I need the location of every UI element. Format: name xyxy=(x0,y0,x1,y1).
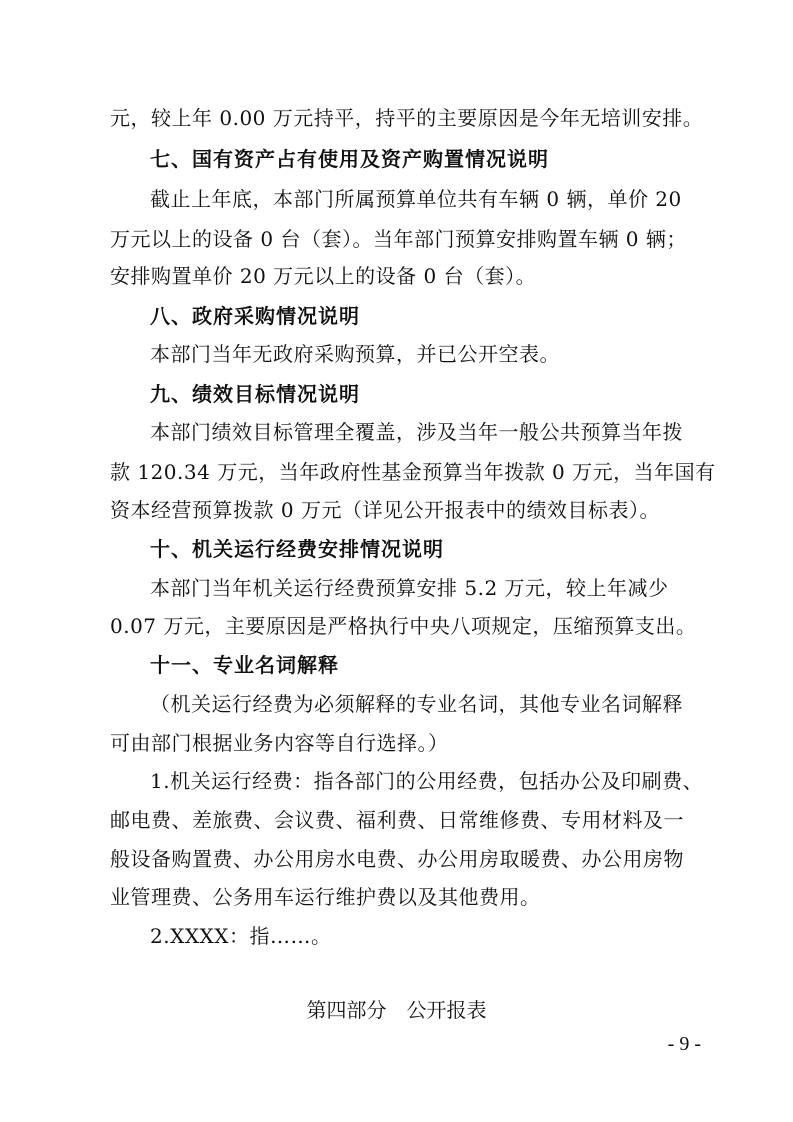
body-text-line: 业管理费、公务用车运行维护费以及其他费用。 xyxy=(110,885,541,909)
body-text-line: 般设备购置费、办公用房水电费、办公用房取暖费、办公用房物 xyxy=(110,847,684,871)
body-text-line: 万元以上的设备 0 台（套）。当年部门预算安排购置车辆 0 辆； xyxy=(110,227,687,251)
body-text-line: 1.机关运行经费：指各部门的公用经费，包括办公及印刷费、 xyxy=(150,769,704,793)
section-heading-assets: 七、国有资产占有使用及资产购置情况说明 xyxy=(150,147,549,171)
body-text-line: 邮电费、差旅费、会议费、福利费、日常维修费、专用材料及一 xyxy=(110,808,684,832)
body-text-line: 本部门当年无政府采购预算，并已公开空表。 xyxy=(150,342,560,366)
section-heading-glossary: 十一、专业名词解释 xyxy=(150,653,339,677)
part-title: 第四部分 公开报表 xyxy=(306,998,487,1022)
body-text-line: 本部门绩效目标管理全覆盖，涉及当年一般公共预算当年拨 xyxy=(150,420,683,444)
body-text-line: 0.07 万元，主要原因是严格执行中央八项规定，压缩预算支出。 xyxy=(110,614,697,638)
section-heading-performance: 九、绩效目标情况说明 xyxy=(150,382,360,406)
body-text-line: 资本经营预算拨款 0 万元（详见公开报表中的绩效目标表）。 xyxy=(110,498,660,522)
body-text-line: 元，较上年 0.00 万元持平，持平的主要原因是今年无培训安排。 xyxy=(110,106,704,130)
page-number: - 9 - xyxy=(667,1033,701,1055)
body-text-line: （机关运行经费为必须解释的专业名词，其他专业名词解释 xyxy=(150,692,683,716)
body-text-line: 可由部门根据业务内容等自行选择。） xyxy=(110,731,449,755)
section-heading-operating-funds: 十、机关运行经费安排情况说明 xyxy=(150,537,444,561)
body-text-line: 款 120.34 万元，当年政府性基金预算当年拨款 0 万元，当年国有 xyxy=(110,460,716,484)
section-heading-procurement: 八、政府采购情况说明 xyxy=(150,304,360,328)
body-text-line: 安排购置单价 20 万元以上的设备 0 台（套）。 xyxy=(110,264,537,288)
body-text-line: 本部门当年机关运行经费预算安排 5.2 万元，较上年减少 xyxy=(150,576,669,600)
body-text-line: 截止上年底，本部门所属预算单位共有车辆 0 辆，单价 20 xyxy=(150,187,682,211)
body-text-line: 2.XXXX：指……。 xyxy=(150,924,332,948)
